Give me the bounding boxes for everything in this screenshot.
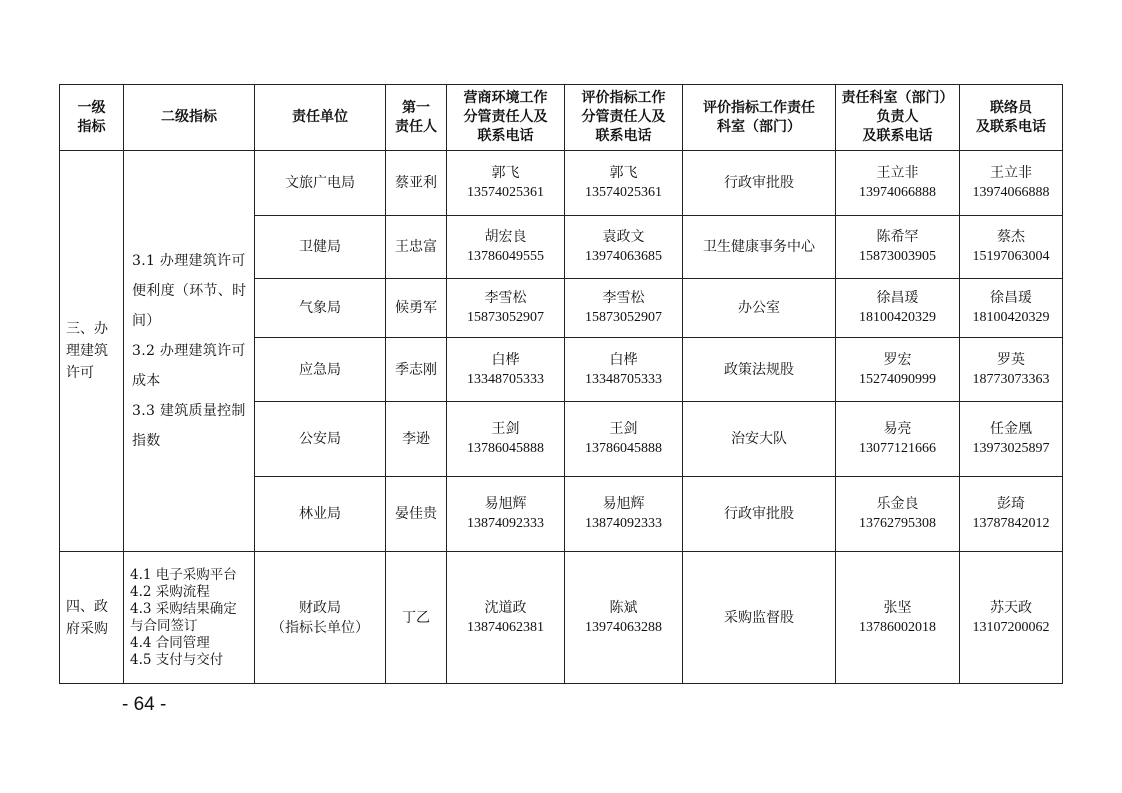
first-person-cell: 丁乙 <box>386 552 447 684</box>
eval-index-cell: 郭飞 13574025361 <box>565 151 683 216</box>
eval-dept-cell: 治安大队 <box>683 402 836 477</box>
liaison-cell: 任金凰 13973025897 <box>960 402 1063 477</box>
dept-head-cell: 王立非 13974066888 <box>836 151 960 216</box>
first-person-cell: 李逊 <box>386 402 447 477</box>
liaison-cell: 蔡杰 15197063004 <box>960 216 1063 279</box>
business-env-cell: 王剑 13786045888 <box>447 402 565 477</box>
eval-index-cell: 白桦 13348705333 <box>565 338 683 402</box>
table-row <box>60 151 1063 216</box>
level2-cell-section4: 4.1 电子采购平台 4.2 采购流程 4.3 采购结果确定 与合同签订 4.4 合同管理 4.5 支付与交付 <box>124 552 255 684</box>
level1-cell-section4: 四、政 府采购 <box>60 552 124 684</box>
header-liaison: 联络员 及联系电话 <box>960 85 1063 151</box>
dept-head-cell: 陈希罕 15873003905 <box>836 216 960 279</box>
liaison-cell: 罗英 18773073363 <box>960 338 1063 402</box>
unit-cell: 公安局 <box>255 402 386 477</box>
dept-head-cell: 张坚 13786002018 <box>836 552 960 684</box>
eval-dept-cell: 政策法规股 <box>683 338 836 402</box>
business-env-cell: 易旭辉 13874092333 <box>447 477 565 552</box>
liaison-cell: 苏天政 13107200062 <box>960 552 1063 684</box>
eval-index-cell: 袁政文 13974063685 <box>565 216 683 279</box>
eval-dept-cell: 行政审批股 <box>683 151 836 216</box>
business-env-cell: 白桦 13348705333 <box>447 338 565 402</box>
responsibility-table <box>59 84 1063 684</box>
eval-dept-cell: 办公室 <box>683 279 836 338</box>
dept-head-cell: 易亮 13077121666 <box>836 402 960 477</box>
page-number: - 64 - <box>122 694 167 715</box>
eval-dept-cell: 卫生健康事务中心 <box>683 216 836 279</box>
liaison-cell: 王立非 13974066888 <box>960 151 1063 216</box>
first-person-cell: 蔡亚利 <box>386 151 447 216</box>
unit-cell: 林业局 <box>255 477 386 552</box>
eval-dept-cell: 采购监督股 <box>683 552 836 684</box>
liaison-cell: 徐昌瑗 18100420329 <box>960 279 1063 338</box>
unit-cell: 文旅广电局 <box>255 151 386 216</box>
liaison-cell: 彭琦 13787842012 <box>960 477 1063 552</box>
business-env-cell: 李雪松 15873052907 <box>447 279 565 338</box>
header-dept-head: 责任科室（部门） 负责人 及联系电话 <box>836 85 960 151</box>
business-env-cell: 郭飞 13574025361 <box>447 151 565 216</box>
header-level1: 一级 指标 <box>60 85 124 151</box>
level2-cell-section3: 3.1 办理建筑许可 便利度（环节、时 间） 3.2 办理建筑许可 成本 3.3 建筑质量控制 指数 <box>124 151 255 552</box>
header-eval-dept: 评价指标工作责任 科室（部门） <box>683 85 836 151</box>
first-person-cell: 王忠富 <box>386 216 447 279</box>
eval-index-cell: 易旭辉 13874092333 <box>565 477 683 552</box>
eval-dept-cell: 行政审批股 <box>683 477 836 552</box>
first-person-cell: 候勇军 <box>386 279 447 338</box>
first-person-cell: 季志刚 <box>386 338 447 402</box>
header-level2: 二级指标 <box>124 85 255 151</box>
header-first-person: 第一 责任人 <box>386 85 447 151</box>
unit-cell: 气象局 <box>255 279 386 338</box>
unit-cell: 应急局 <box>255 338 386 402</box>
dept-head-cell: 徐昌瑗 18100420329 <box>836 279 960 338</box>
header-row <box>60 85 1063 151</box>
dept-head-cell: 罗宏 15274090999 <box>836 338 960 402</box>
header-eval-index: 评价指标工作 分管责任人及 联系电话 <box>565 85 683 151</box>
unit-cell: 卫健局 <box>255 216 386 279</box>
unit-cell: 财政局 （指标长单位） <box>255 552 386 684</box>
table-row <box>60 552 1063 684</box>
business-env-cell: 胡宏良 13786049555 <box>447 216 565 279</box>
header-unit: 责任单位 <box>255 85 386 151</box>
business-env-cell: 沈道政 13874062381 <box>447 552 565 684</box>
header-business-env: 营商环境工作 分管责任人及 联系电话 <box>447 85 565 151</box>
eval-index-cell: 陈斌 13974063288 <box>565 552 683 684</box>
level1-cell-section3: 三、办 理建筑 许可 <box>60 151 124 552</box>
eval-index-cell: 李雪松 15873052907 <box>565 279 683 338</box>
first-person-cell: 晏佳贵 <box>386 477 447 552</box>
eval-index-cell: 王剑 13786045888 <box>565 402 683 477</box>
dept-head-cell: 乐金良 13762795308 <box>836 477 960 552</box>
